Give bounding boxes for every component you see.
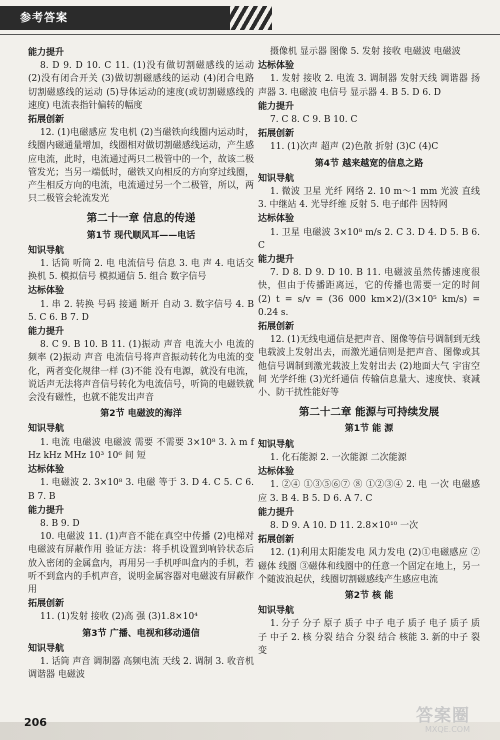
answer-paragraph: 1. 化石能源 2. 一次能源 二次能源 [270,452,407,463]
section-heading: 能力提升 [258,507,295,518]
right-column [258,46,480,658]
answer-paragraph: 1. 串 2. 转换 号码 接通 断开 自动 3. 数字信号 4. B 5. C 6. B 7. D [28,299,254,323]
watermark [370,700,488,734]
section-heading: 达标体验 [28,286,65,297]
section-heading: 拓展创新 [258,322,295,333]
section-heading: 知识导航 [258,439,295,450]
section-heading: 拓展创新 [258,129,295,140]
answer-paragraph: 11. (1)发射 接收 (2)高 强 (3)1.8×10⁴ [40,612,198,623]
page-number: 206 [24,716,47,729]
lesson-title: 第4节 越来越宽的信息之路 [314,158,424,169]
lesson-title: 第3节 广播、电视和移动通信 [82,628,200,639]
answer-paragraph: 8. C 9. B 10. B 11. (1)振动 声音 电流大小 电流的频率 (2)振动 声音 电流信号将声音振动转化为电流的变化，两者变化规律一样 (3)不能 没有电源，就没有电流，说话声无法将声音信号转化为电流信号，听筒的电磁铁就会没有磁性，也就不能发出声音 [28,340,254,404]
answer-paragraph: 1. 分子 分子 原子 质子 中子 电子 质子 电子 质子 质子 中子 2. 核 分裂 结合 分裂 结合 核能 3. 新的中子 裂变 [258,619,480,656]
header-title: 参考答案 [20,11,68,24]
section-heading: 能力提升 [28,327,65,338]
lesson-title: 第1节 能 源 [344,424,394,435]
section-heading: 拓展创新 [258,535,295,546]
answer-paragraph: 12. (1)电磁感应 发电机 (2)当磁铁向线圈内运动时，线圈内磁通量增加，线圈相对做切割磁感线运动，产生感应电流，此时，电流通过两只二极管中的一个，故该二极管发光；当另一端低时，磁铁又向相反的方向穿过线圈，产生相反方向的电流，电流通过另一个二极管，所以，两只二极管会轮流发光 [28,128,254,205]
answer-paragraph: 11. (1)次声 超声 (2)色散 折射 (3)C (4)C [270,142,439,153]
section-heading: 能力提升 [258,101,295,112]
header-stripes-decoration [212,6,272,30]
header-divider [0,34,500,35]
section-heading: 知识导航 [28,643,65,654]
section-heading: 能力提升 [258,255,295,266]
left-column [28,46,254,682]
answer-paragraph: 12. (1)利用太阳能发电 风力发电 (2)①电磁感应 ②磁体 线圈 ③磁体和线圈中的任意一个固定在地上，另一个随波浪起伏，线圈切割磁感线产生感应电流 [258,548,480,585]
answer-paragraph: 1. 卫星 电磁波 3×10⁸ m/s 2. C 3. D 4. D 5. B 6. C [258,227,480,251]
answer-paragraph: 1. 话筒 听筒 2. 电 电流信号 信息 3. 电 声 4. 电话交换机 5. 模拟信号 模拟通信 5. 组合 数字信号 [28,259,254,283]
answer-paragraph: 1. 微波 卫星 光纤 网络 2. 10 m～1 mm 光波 直线 3. 中继站 4. 光导纤维 反射 5. 电子邮件 因特网 [258,187,480,211]
answer-paragraph: 7. C 8. C 9. B 10. C [270,115,358,126]
page-header [0,0,500,40]
section-heading: 达标体验 [258,214,295,225]
section-heading: 达标体验 [28,465,65,476]
section-heading: 知识导航 [258,606,295,617]
answer-paragraph: 摄像机 显示器 图像 5. 发射 接收 电磁波 电磁波 [270,47,461,57]
chapter-title: 第二十二章 能源与可持续发展 [298,406,440,419]
section-heading: 知识导航 [28,245,65,256]
answer-paragraph: 1. 发射 接收 2. 电流 3. 调制器 发射天线 调谐器 扬声器 3. 电磁波 电信号 显示器 4. B 5. D 6. D [258,74,480,98]
answer-paragraph: 1. 电磁波 2. 3×10⁸ 3. 电磁 等于 3. D 4. C 5. C 6. B 7. B [28,478,254,502]
answer-paragraph: 7. D 8. D 9. D 10. B 11. 电磁波虽然传播速度很快，但由于传播距离远，它的传播也需要一定的时间 (2) t = s/v = (36 000 km×2)/(3×10⁵ km/s) = 0.24 s. [258,268,480,318]
section-heading: 能力提升 [28,48,65,58]
lesson-title: 第1节 现代顺风耳——电话 [86,230,196,241]
section-heading: 拓展创新 [28,115,65,126]
section-heading: 拓展创新 [28,599,65,610]
answer-paragraph: 1. ②④ ①③⑤⑥⑦ ⑧ ①②③④ 2. 电 一次 电磁感应 3. B 4. B 5. D 6. A 7. C [258,480,480,504]
section-heading: 知识导航 [28,424,65,435]
answer-paragraph: 12. (1)无线电通信是把声音、图像等信号调制到无线电载波上发射出去，而激光通信则是把声音、图像或其他信号调制到激光载波上发射出去 (2)地面大气 宇宙空间 光学纤维 (3)光纤通信 传输信息量大、速度快、衰减小、防干扰性能好等 [258,335,480,399]
watermark-subtext: MXQE.COM [424,725,470,734]
section-heading: 达标体验 [258,467,295,478]
answer-paragraph: 8. D 9. D 10. C 11. (1)没有做切割磁感线的运动 (2)没有闭合开关 (3)做切割磁感线的运动 (4)闭合电路 切割磁感线的运动 (5)导体运动的速度(或切割磁感线的速度) 电流表指针偏转的幅度 [28,61,254,111]
answer-paragraph: 1. 电流 电磁波 电磁波 需要 不需要 3×10⁸ 3. λ m f Hz kHz MHz 10³ 10⁶ 间 短 [28,437,254,461]
answer-paragraph: 10. 电磁波 11. (1)声音不能在真空中传播 (2)电梯对电磁波有屏蔽作用 验证方法：将手机设置到响铃状态后放入密闭的金属盒内，再用另一手机呼叫盒内的手机，若听不到盒内的手机声音，说明金属容器对电磁波有屏蔽作用 [28,532,254,595]
lesson-title: 第2节 电磁波的海洋 [100,409,182,420]
section-heading: 能力提升 [28,505,65,516]
answer-paragraph: 8. D 9. A 10. D 11. 2.8×10¹⁰ 一次 [270,520,419,531]
answer-paragraph: 8. B 9. D [40,518,80,529]
section-heading: 达标体验 [258,61,295,72]
answer-paragraph: 1. 话筒 声音 调制器 高频电流 天线 2. 调制 3. 收音机 调谐器 电磁波 [28,656,254,681]
watermark-text: 答案圈 [416,706,470,726]
lesson-title: 第2节 核 能 [344,590,394,601]
section-heading: 知识导航 [258,173,295,184]
chapter-title: 第二十一章 信息的传递 [86,212,196,225]
